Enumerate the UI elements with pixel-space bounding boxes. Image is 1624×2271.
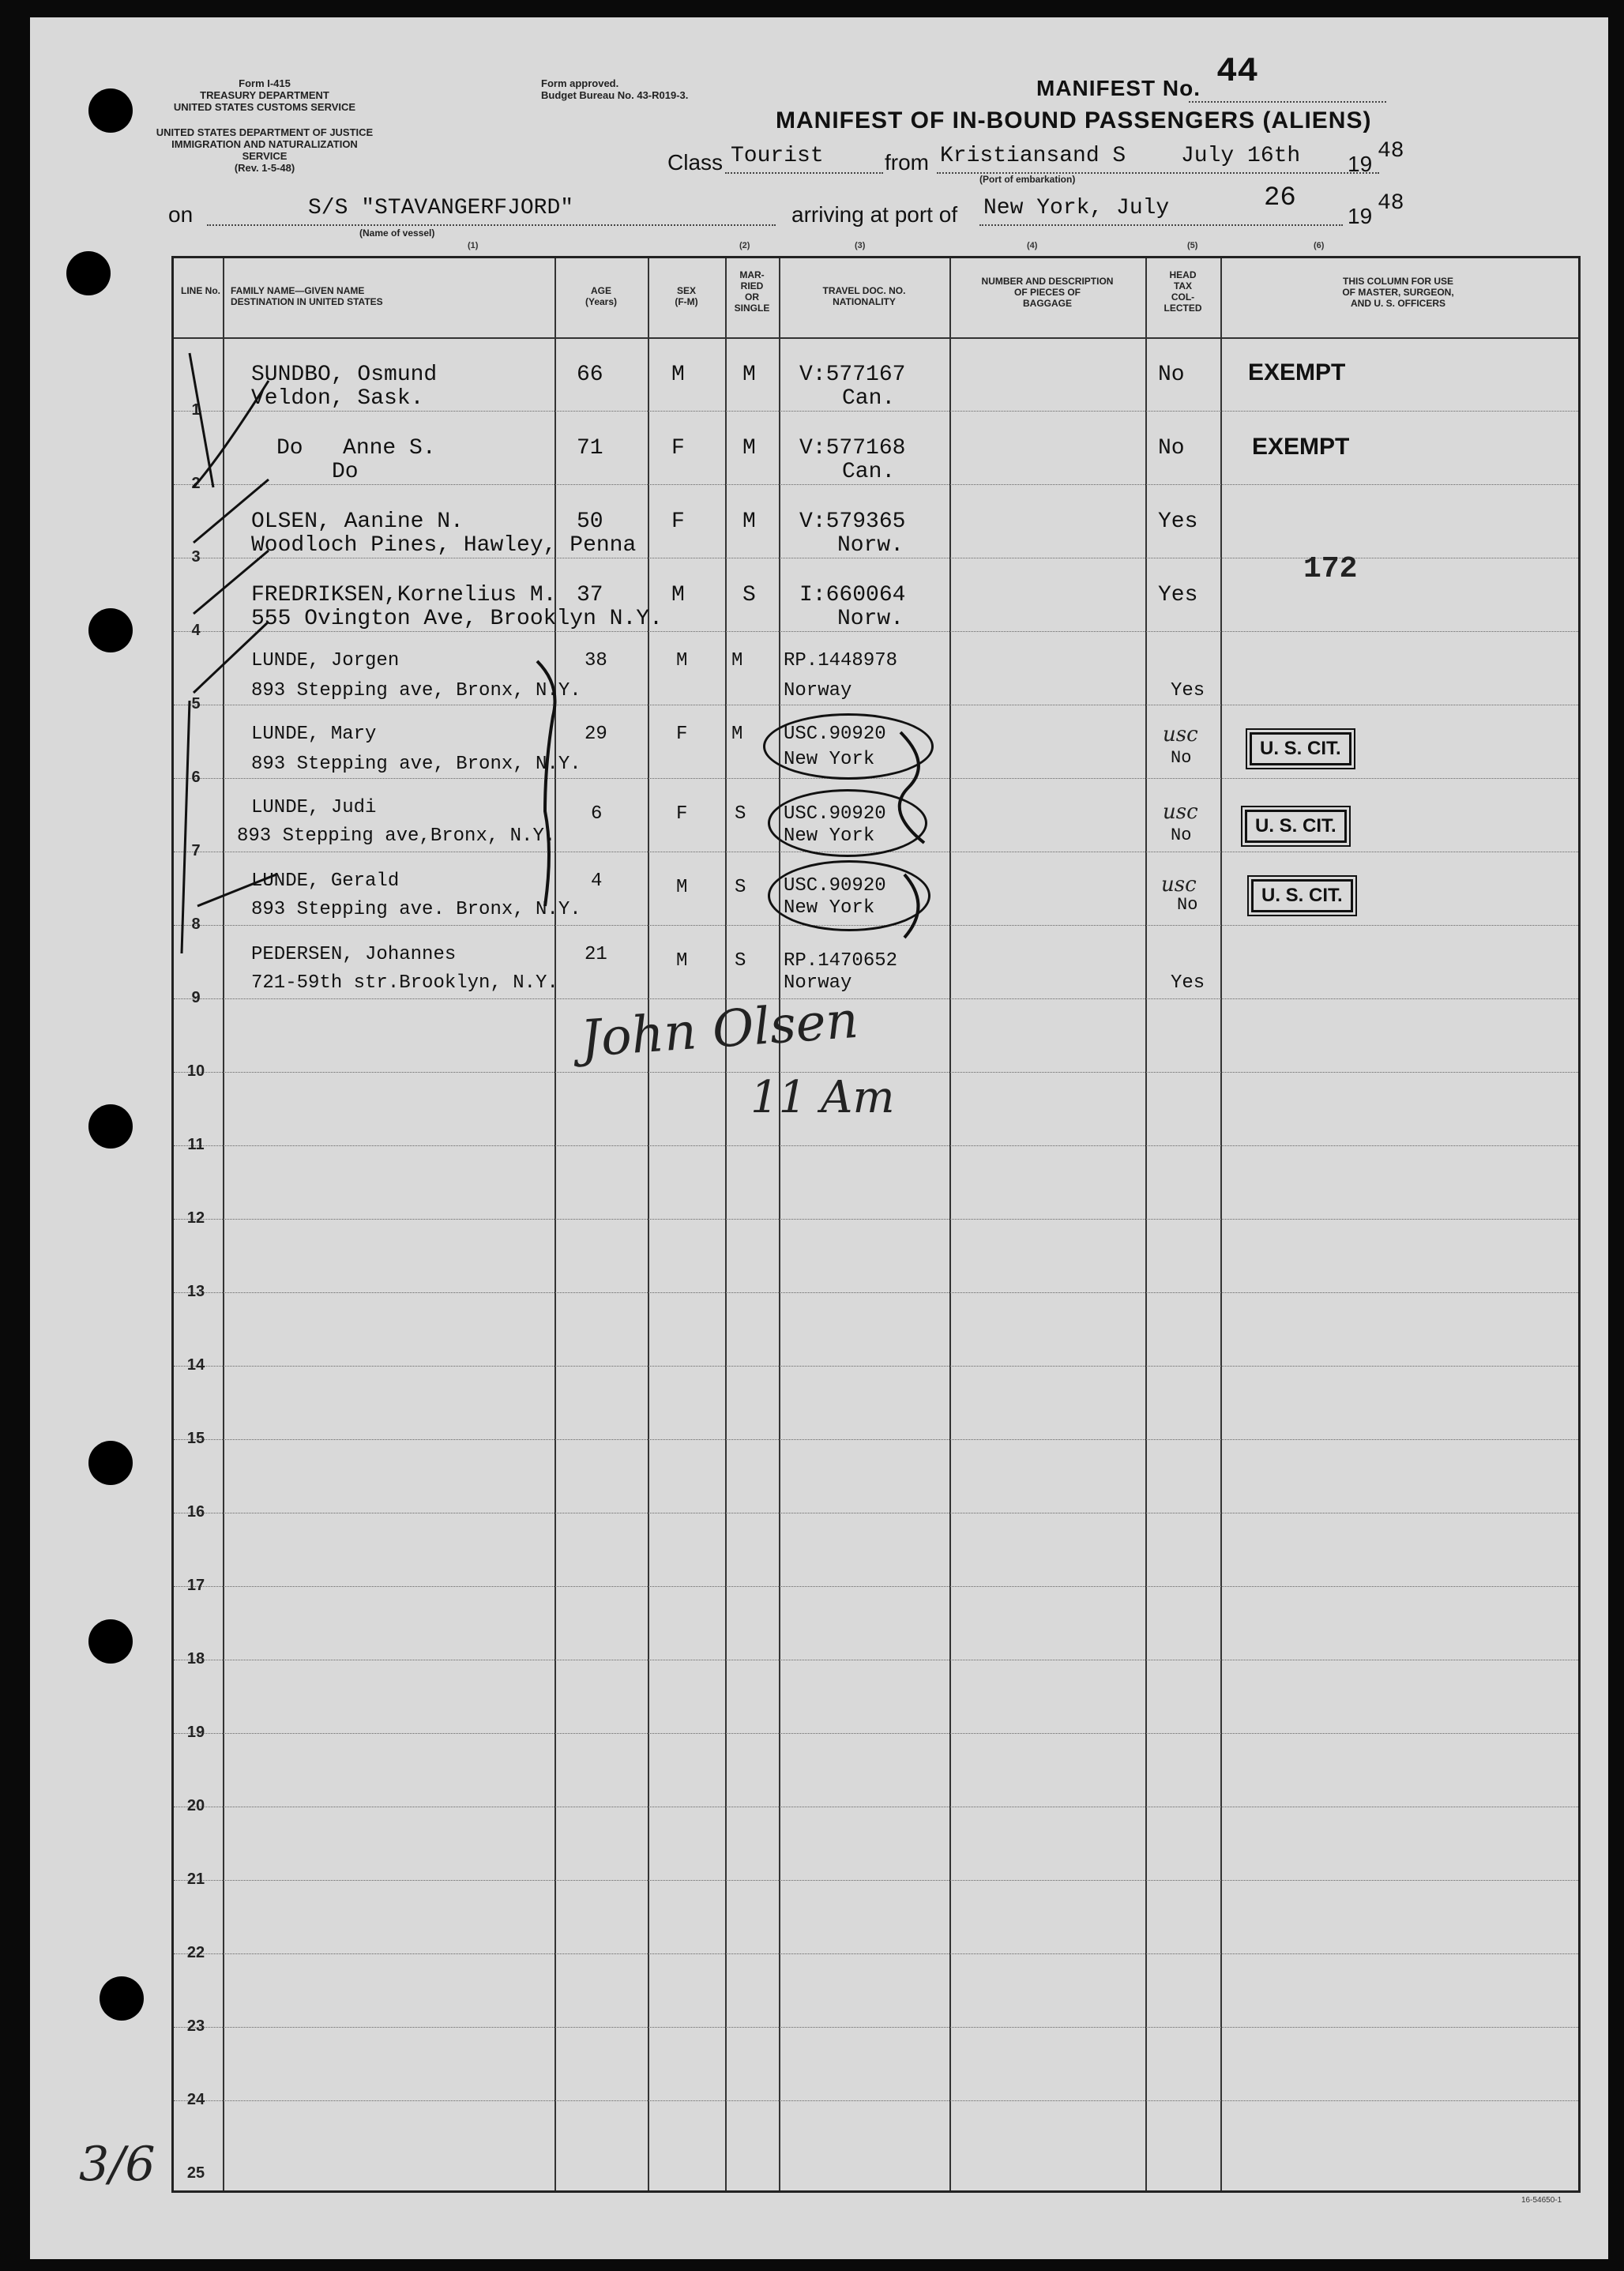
head-tax: No (1171, 748, 1192, 768)
head-tax: Yes (1171, 680, 1205, 701)
line-number: 17 (186, 1577, 205, 1594)
arrival-year: 48 (1378, 191, 1404, 216)
passenger-sex: M (676, 650, 688, 671)
uscit-note: usc (1161, 873, 1197, 897)
passenger-marital: M (742, 509, 756, 534)
line-number: 1 (191, 401, 201, 419)
footer-code: 16-54650-1 (1521, 2196, 1562, 2205)
passenger-age: 29 (585, 724, 607, 745)
passenger-sex: F (676, 724, 688, 745)
line-number: 18 (186, 1650, 205, 1668)
head-tax: No (1158, 363, 1185, 387)
from-year-prefix: 19 (1348, 152, 1373, 176)
passenger-destination: 893 Stepping ave, Bronx, N.Y. (251, 754, 581, 775)
form-header-2 (150, 126, 379, 174)
col-number: (4) (1027, 241, 1038, 250)
col-number: (3) (855, 241, 866, 250)
header-name: FAMILY NAME—GIVEN NAME DESTINATION IN UNITED STATES (231, 285, 383, 307)
line-number: 19 (186, 1724, 205, 1741)
punch-hole (88, 608, 133, 652)
line-number: 16 (186, 1503, 205, 1521)
punch-hole (88, 1441, 133, 1485)
header-line-no: LINE No. (181, 285, 220, 296)
nationality: Norway (784, 680, 852, 701)
from-value: Kristiansand S (940, 144, 1126, 168)
col-number: (6) (1314, 241, 1325, 250)
us-citizen-stamp: U. S. CIT. (1245, 810, 1347, 843)
col-number: (5) (1187, 241, 1198, 250)
signature: John Olsen (578, 991, 860, 1070)
col-number: (1) (468, 241, 479, 250)
vessel-rule (207, 224, 776, 226)
passenger-age: 66 (577, 363, 603, 387)
line-number: 9 (191, 989, 201, 1006)
travel-doc: RP.1448978 (784, 650, 898, 671)
passenger-name: FREDRIKSEN,Kornelius M. (251, 583, 557, 607)
col-divider (1145, 258, 1147, 2190)
passenger-marital: M (731, 724, 743, 745)
nationality: New York (784, 825, 875, 847)
family-bracket (904, 874, 919, 938)
form-dept: TREASURY DEPARTMENT (200, 89, 329, 101)
row-rule (174, 1145, 1578, 1146)
manifest-no: 44 (1216, 52, 1258, 92)
line-number: 4 (191, 622, 201, 639)
travel-doc: RP.1470652 (784, 950, 898, 972)
header-age: AGE (Years) (585, 285, 618, 307)
row-rule (174, 1953, 1578, 1954)
passenger-destination: 893 Stepping ave, Bronx, N.Y. (251, 680, 581, 701)
check-mark (182, 701, 190, 953)
line-number: 12 (186, 1209, 205, 1227)
col-number: (2) (739, 241, 750, 250)
header-headtax: HEAD TAX COL- LECTED (1163, 269, 1202, 314)
from-label: from (885, 150, 929, 175)
header-sex: SEX (F-M) (675, 285, 698, 307)
check-mark (194, 479, 269, 543)
arrival-year-prefix: 19 (1348, 204, 1373, 228)
line-number: 2 (191, 475, 201, 492)
arriving-label: arriving at port of (791, 202, 958, 227)
passenger-marital: S (735, 877, 746, 898)
passenger-destination: Do (332, 460, 359, 484)
line-number: 24 (186, 2091, 205, 2108)
passenger-marital: S (735, 950, 746, 972)
form-ins: IMMIGRATION AND NATURALIZATION SERVICE (171, 138, 358, 162)
passenger-age: 4 (591, 870, 603, 892)
row-rule (174, 1439, 1578, 1440)
punch-hole (66, 251, 111, 295)
line-number: 7 (191, 842, 201, 859)
row-rule (174, 1366, 1578, 1367)
line-number: 8 (191, 916, 201, 933)
approval-line: Form approved. (541, 77, 619, 89)
passenger-sex: M (671, 583, 685, 607)
header-officers: THIS COLUMN FOR USE OF MASTER, SURGEON, AND U. S. OFFICERS (1342, 276, 1454, 309)
row-rule (174, 2027, 1578, 2028)
passenger-marital: S (742, 583, 756, 607)
uscit-note: usc (1163, 800, 1198, 824)
travel-doc: V:577168 (799, 436, 906, 461)
line-number: 14 (186, 1356, 205, 1374)
passenger-sex: M (676, 950, 688, 972)
from-year: 48 (1378, 139, 1404, 164)
header-baggage: NUMBER AND DESCRIPTION OF PIECES OF BAGGAGE (981, 276, 1114, 309)
passenger-marital: M (742, 436, 756, 461)
passenger-age: 6 (591, 803, 603, 825)
form-service: UNITED STATES CUSTOMS SERVICE (173, 101, 356, 113)
passenger-destination: Woodloch Pines, Hawley, Penna (251, 533, 637, 558)
class-rule (725, 172, 883, 174)
passenger-age: 50 (577, 509, 603, 534)
exempt-stamp: EXEMPT (1248, 359, 1346, 385)
passenger-destination: 555 Ovington Ave, Brooklyn N.Y. (251, 607, 663, 631)
passenger-destination: 721-59th str.Brooklyn, N.Y. (251, 972, 558, 994)
row-rule (174, 1880, 1578, 1881)
passenger-sex: M (676, 877, 688, 898)
nationality: Norw. (837, 607, 904, 631)
row-rule (174, 2100, 1578, 2101)
nationality: Can. (842, 460, 896, 484)
passenger-destination: 893 Stepping ave,Bronx, N.Y. (237, 825, 556, 847)
nationality: New York (784, 749, 875, 770)
nationality: New York (784, 897, 875, 919)
row-rule (174, 1586, 1578, 1587)
passenger-marital: S (735, 803, 746, 825)
on-label: on (168, 202, 194, 227)
approval-block (541, 77, 688, 101)
header-travel: TRAVEL DOC. NO. NATIONALITY (822, 285, 906, 307)
passenger-destination: Veldon, Sask. (251, 386, 424, 411)
line-number: 5 (191, 695, 201, 713)
hand-marks (174, 337, 964, 985)
travel-doc: V:579365 (799, 509, 906, 534)
col-divider (1220, 258, 1222, 2190)
line-number: 20 (186, 1797, 205, 1814)
punch-hole (88, 1619, 133, 1664)
form-header (162, 77, 367, 113)
line-number: 15 (186, 1430, 205, 1447)
from-date: July 16th (1181, 144, 1301, 168)
punch-hole (88, 1104, 133, 1149)
line-number: 23 (186, 2017, 205, 2035)
travel-doc: USC.90920 (784, 803, 886, 825)
travel-doc: V:577167 (799, 363, 906, 387)
exempt-stamp: EXEMPT (1252, 434, 1350, 460)
signature-note: 11 Am (750, 1072, 895, 1123)
line-arrow (197, 874, 276, 906)
passenger-sex: M (671, 363, 685, 387)
page-title: MANIFEST OF IN-BOUND PASSENGERS (ALIENS) (776, 107, 1372, 133)
travel-doc: USC.90920 (784, 875, 886, 897)
form-revision: (Rev. 1-5-48) (234, 162, 295, 174)
travel-doc: USC.90920 (784, 724, 886, 745)
head-tax: Yes (1158, 509, 1198, 534)
passenger-name: LUNDE, Judi (251, 797, 377, 818)
head-tax: Yes (1158, 583, 1198, 607)
passenger-marital: M (731, 650, 743, 671)
line-number: 10 (186, 1062, 205, 1080)
passenger-marital: M (742, 363, 756, 387)
row-rule (174, 1733, 1578, 1734)
passenger-age: 38 (585, 650, 607, 671)
passenger-sex: F (671, 509, 685, 534)
passenger-sex: F (671, 436, 685, 461)
form-number: Form I-415 (239, 77, 291, 89)
us-citizen-stamp: U. S. CIT. (1251, 879, 1353, 912)
side-number: 172 (1303, 552, 1358, 586)
passenger-name: LUNDE, Mary (251, 724, 377, 745)
vessel-note: (Name of vessel) (359, 227, 435, 239)
passenger-sex: F (676, 803, 688, 825)
line-number: 3 (191, 548, 201, 566)
passenger-name: LUNDE, Jorgen (251, 650, 400, 671)
line-number: 25 (186, 2164, 205, 2182)
vessel-name: S/S "STAVANGERFJORD" (308, 196, 574, 220)
line-number: 6 (191, 769, 201, 786)
arrival-port: New York, July (983, 196, 1170, 220)
margin-mark: 3/6 (79, 2137, 156, 2192)
nationality: Norway (784, 972, 852, 994)
uscit-note: usc (1163, 723, 1198, 746)
nationality: Norw. (837, 533, 904, 558)
passenger-name: SUNDBO, Osmund (251, 363, 438, 387)
row-rule (174, 1292, 1578, 1293)
line-number: 13 (186, 1283, 205, 1300)
passenger-destination: 893 Stepping ave. Bronx, N.Y. (251, 899, 581, 920)
passenger-name: Do Anne S. (276, 436, 436, 461)
family-bracket (537, 661, 555, 906)
manifest-no-rule (1189, 101, 1386, 103)
line-number: 22 (186, 1944, 205, 1961)
check-mark (194, 551, 269, 614)
form-dept-justice: UNITED STATES DEPARTMENT OF JUSTICE (156, 126, 374, 138)
header-married: MAR- RIED OR SINGLE (734, 269, 770, 314)
class-label: Class (667, 150, 724, 175)
row-rule (174, 1219, 1578, 1220)
head-tax: No (1158, 436, 1185, 461)
punch-hole (100, 1976, 144, 2021)
line-number: 11 (187, 1136, 205, 1153)
manifest-no-label: MANIFEST No. (1036, 76, 1201, 100)
passenger-age: 21 (585, 944, 607, 965)
row-rule (174, 998, 1578, 999)
punch-hole (88, 88, 133, 133)
head-tax: Yes (1171, 972, 1205, 994)
passenger-name: LUNDE, Gerald (251, 870, 400, 892)
class-value: Tourist (731, 144, 824, 168)
budget-line: Budget Bureau No. 43-R019-3. (541, 89, 689, 101)
arrival-rule (979, 224, 1343, 226)
nationality: Can. (842, 386, 896, 411)
passenger-table (171, 241, 1581, 2193)
passenger-age: 71 (577, 436, 603, 461)
passenger-age: 37 (577, 583, 603, 607)
check-mark (194, 622, 269, 693)
port-note: (Port of embarkation) (979, 174, 1076, 185)
us-citizen-stamp: U. S. CIT. (1250, 732, 1351, 765)
family-bracket (900, 732, 924, 843)
head-tax: No (1177, 895, 1198, 915)
head-tax: No (1171, 825, 1192, 845)
arrival-day: 26 (1264, 183, 1296, 213)
travel-doc: I:660064 (799, 583, 906, 607)
passenger-name: PEDERSEN, Johannes (251, 944, 457, 965)
passenger-name: OLSEN, Aanine N. (251, 509, 464, 534)
line-number: 21 (186, 1871, 205, 1888)
